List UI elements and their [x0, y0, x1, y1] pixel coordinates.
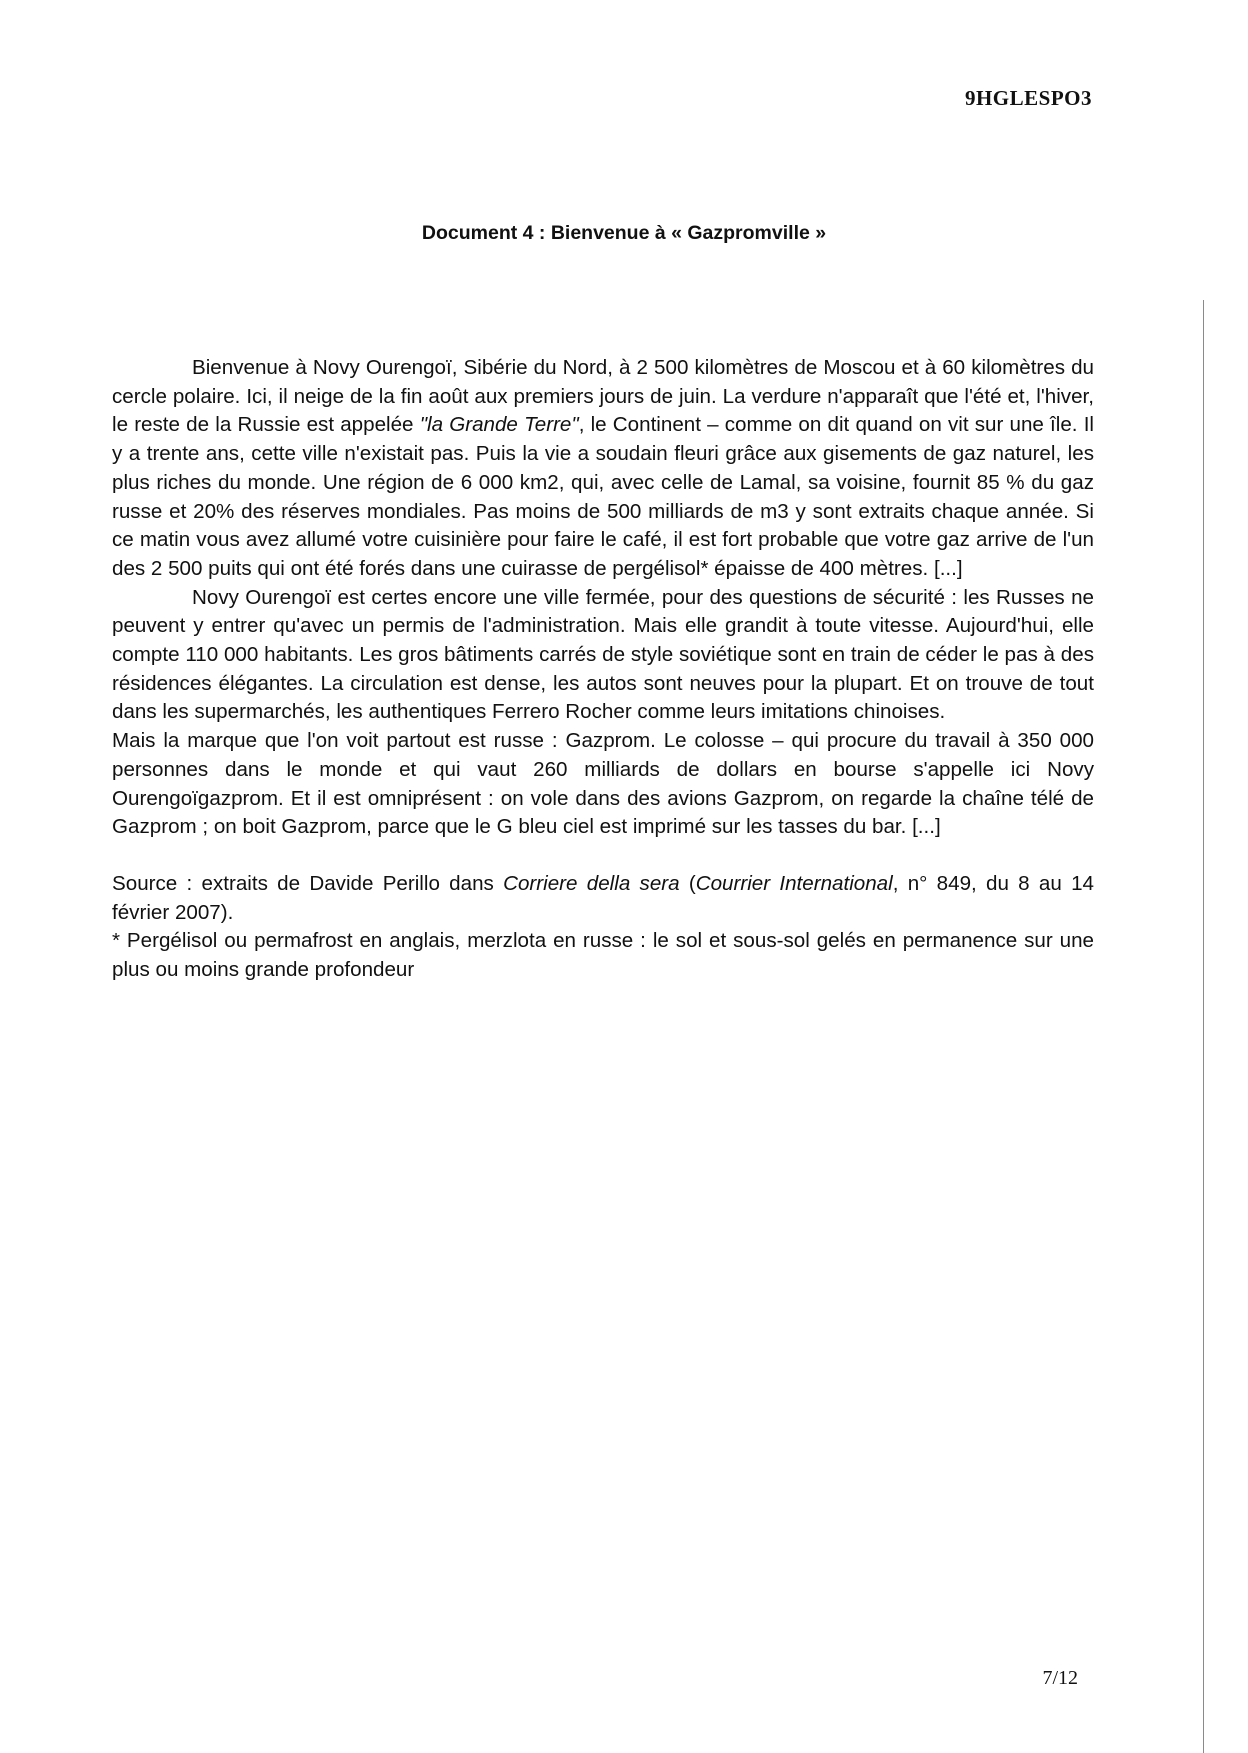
source-prefix: Source : extraits de Davide Perillo dans — [112, 871, 504, 895]
paragraph-2: Novy Ourengoï est certes encore une ville fermée, pour des questions de sécurité : les Russes ne peuvent y entrer qu'avec un permis de l'administration. Mais elle grandit à toute vitesse. Aujourd'hui, elle compte 110 000 habitants. Les gros bâtiments carrés de style soviétique sont en train de céder le pas à des résidences élégantes. La circulation est dense, les autos sont neuves pour la plupart. Et on trouve de tout dans les supermarchés, les authentiques Ferrero Rocher comme leurs imitations chinoises. — [112, 585, 1094, 724]
source-citation — [112, 870, 1094, 927]
paragraph-1-text-b: , le Continent – comme on dit quand on vit sur une île. Il y a trente ans, cette ville n'existait pas. Puis la vie a soudain fleuri grâce aux gisements de gaz naturel, les plus riches du monde. Une région de 6 000 km2, qui, avec celle de Lamal, sa voisine, fournit 85 % du gaz russe et 20% des réserves mondiales. Pas moins de 500 milliards de m3 y sont extraits chaque année. Si ce matin vous avez allumé votre cuisinière pour faire le café, il est fort probable que votre gaz arrive de l'un des 2 500 puits qui ont été forés dans une cuirasse de pergélisol* épaisse de 400 mètres. [...] — [112, 413, 1094, 580]
source-middle: ( — [679, 871, 696, 895]
source-courrier: Courrier International — [695, 871, 893, 895]
footnote: * Pergélisol ou permafrost en anglais, merzlota en russe : le sol et sous-sol gelés en permanence sur une plus ou moins grande profondeur — [112, 929, 1094, 982]
scan-edge-line — [1203, 300, 1204, 1753]
source-journal: Corriere della sera — [503, 871, 680, 895]
paragraph-1 — [112, 354, 1094, 584]
source-suffix: , n° 849, du 8 au 14 février 2007). — [112, 871, 1094, 924]
document-title: Document 4 : Bienvenue à « Gazpromville » — [421, 222, 827, 244]
spacer — [112, 842, 1094, 870]
paragraph-1-text-a: Bienvenue à Novy Ourengoï, Sibérie du Nord, à 2 500 kilomètres de Moscou et à 60 kilomètres du cercle polaire. Ici, il neige de la fin août aux premiers jours de juin. La verdure n'apparaît que l'été et, l'hiver, le reste de la Russie est appelée — [112, 356, 1094, 437]
document-code: 9HGLESPO3 — [964, 86, 1092, 110]
paragraph-3: Mais la marque que l'on voit partout est russe : Gazprom. Le colosse – qui procure du travail à 350 000 personnes dans le monde et qui vaut 260 milliards de dollars en bourse s'appelle ici Novy Ourengoïgazprom. Et il est omniprésent : on vole dans des avions Gazprom, on regarde la chaîne télé de Gazprom ; on boit Gazprom, parce que le G bleu ciel est imprimé sur les tasses du bar. [...] — [112, 729, 1094, 839]
paragraph-1-italic: "la Grande Terre" — [419, 413, 579, 437]
article-body — [112, 354, 1094, 985]
page-number: 7/12 — [1042, 1667, 1078, 1689]
